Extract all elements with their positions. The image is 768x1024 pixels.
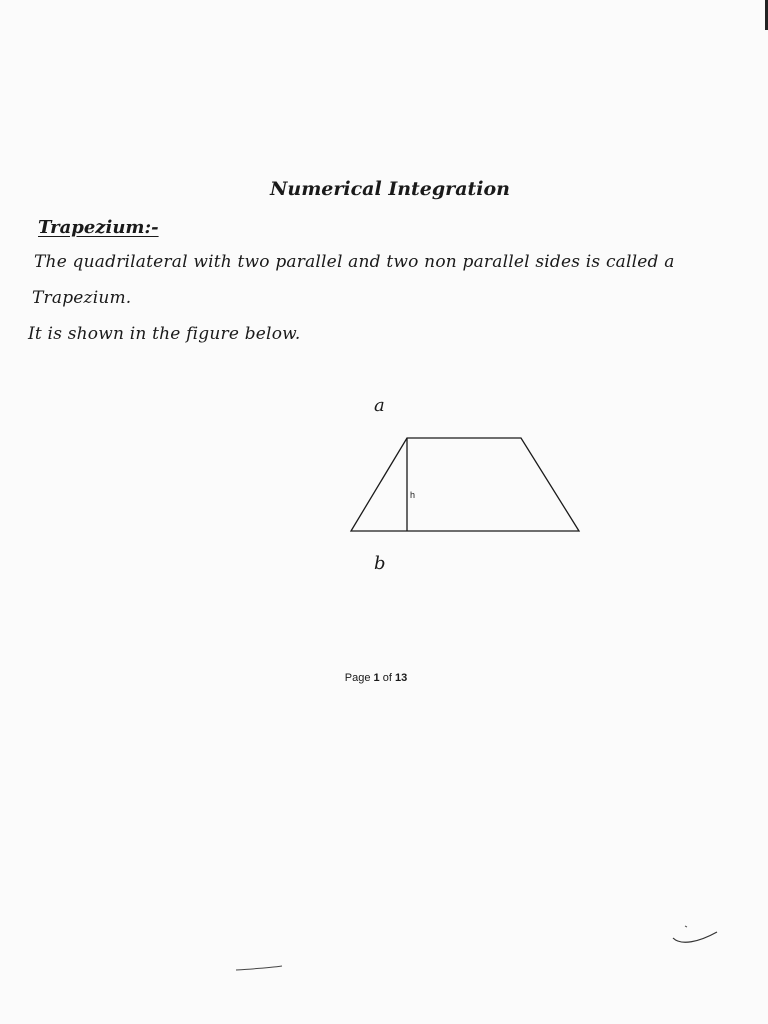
page-number (0, 672, 760, 684)
side-b-label: b (374, 553, 386, 574)
document-title-text: Numerical Integration (270, 178, 510, 200)
page-current: 1 (373, 672, 380, 684)
page-total: 13 (394, 672, 408, 684)
paragraph-line-2: Trapezium. (32, 288, 132, 308)
paragraph-line-3: It is shown in the figure below. (28, 324, 301, 344)
trapezium-figure (340, 395, 600, 585)
height-label: h (410, 490, 416, 500)
trapezium-shape (351, 438, 579, 531)
side-a-label: a (374, 395, 385, 416)
paragraph-line-1: The quadrilateral with two parallel and two non parallel sides is called a (34, 252, 675, 272)
page-prefix: Page (344, 672, 371, 684)
pen-mark-left (230, 960, 290, 980)
pen-mark-right (665, 920, 725, 950)
document-title (0, 178, 768, 200)
section-heading: Trapezium:- (38, 217, 159, 238)
page-of: of (382, 672, 392, 684)
